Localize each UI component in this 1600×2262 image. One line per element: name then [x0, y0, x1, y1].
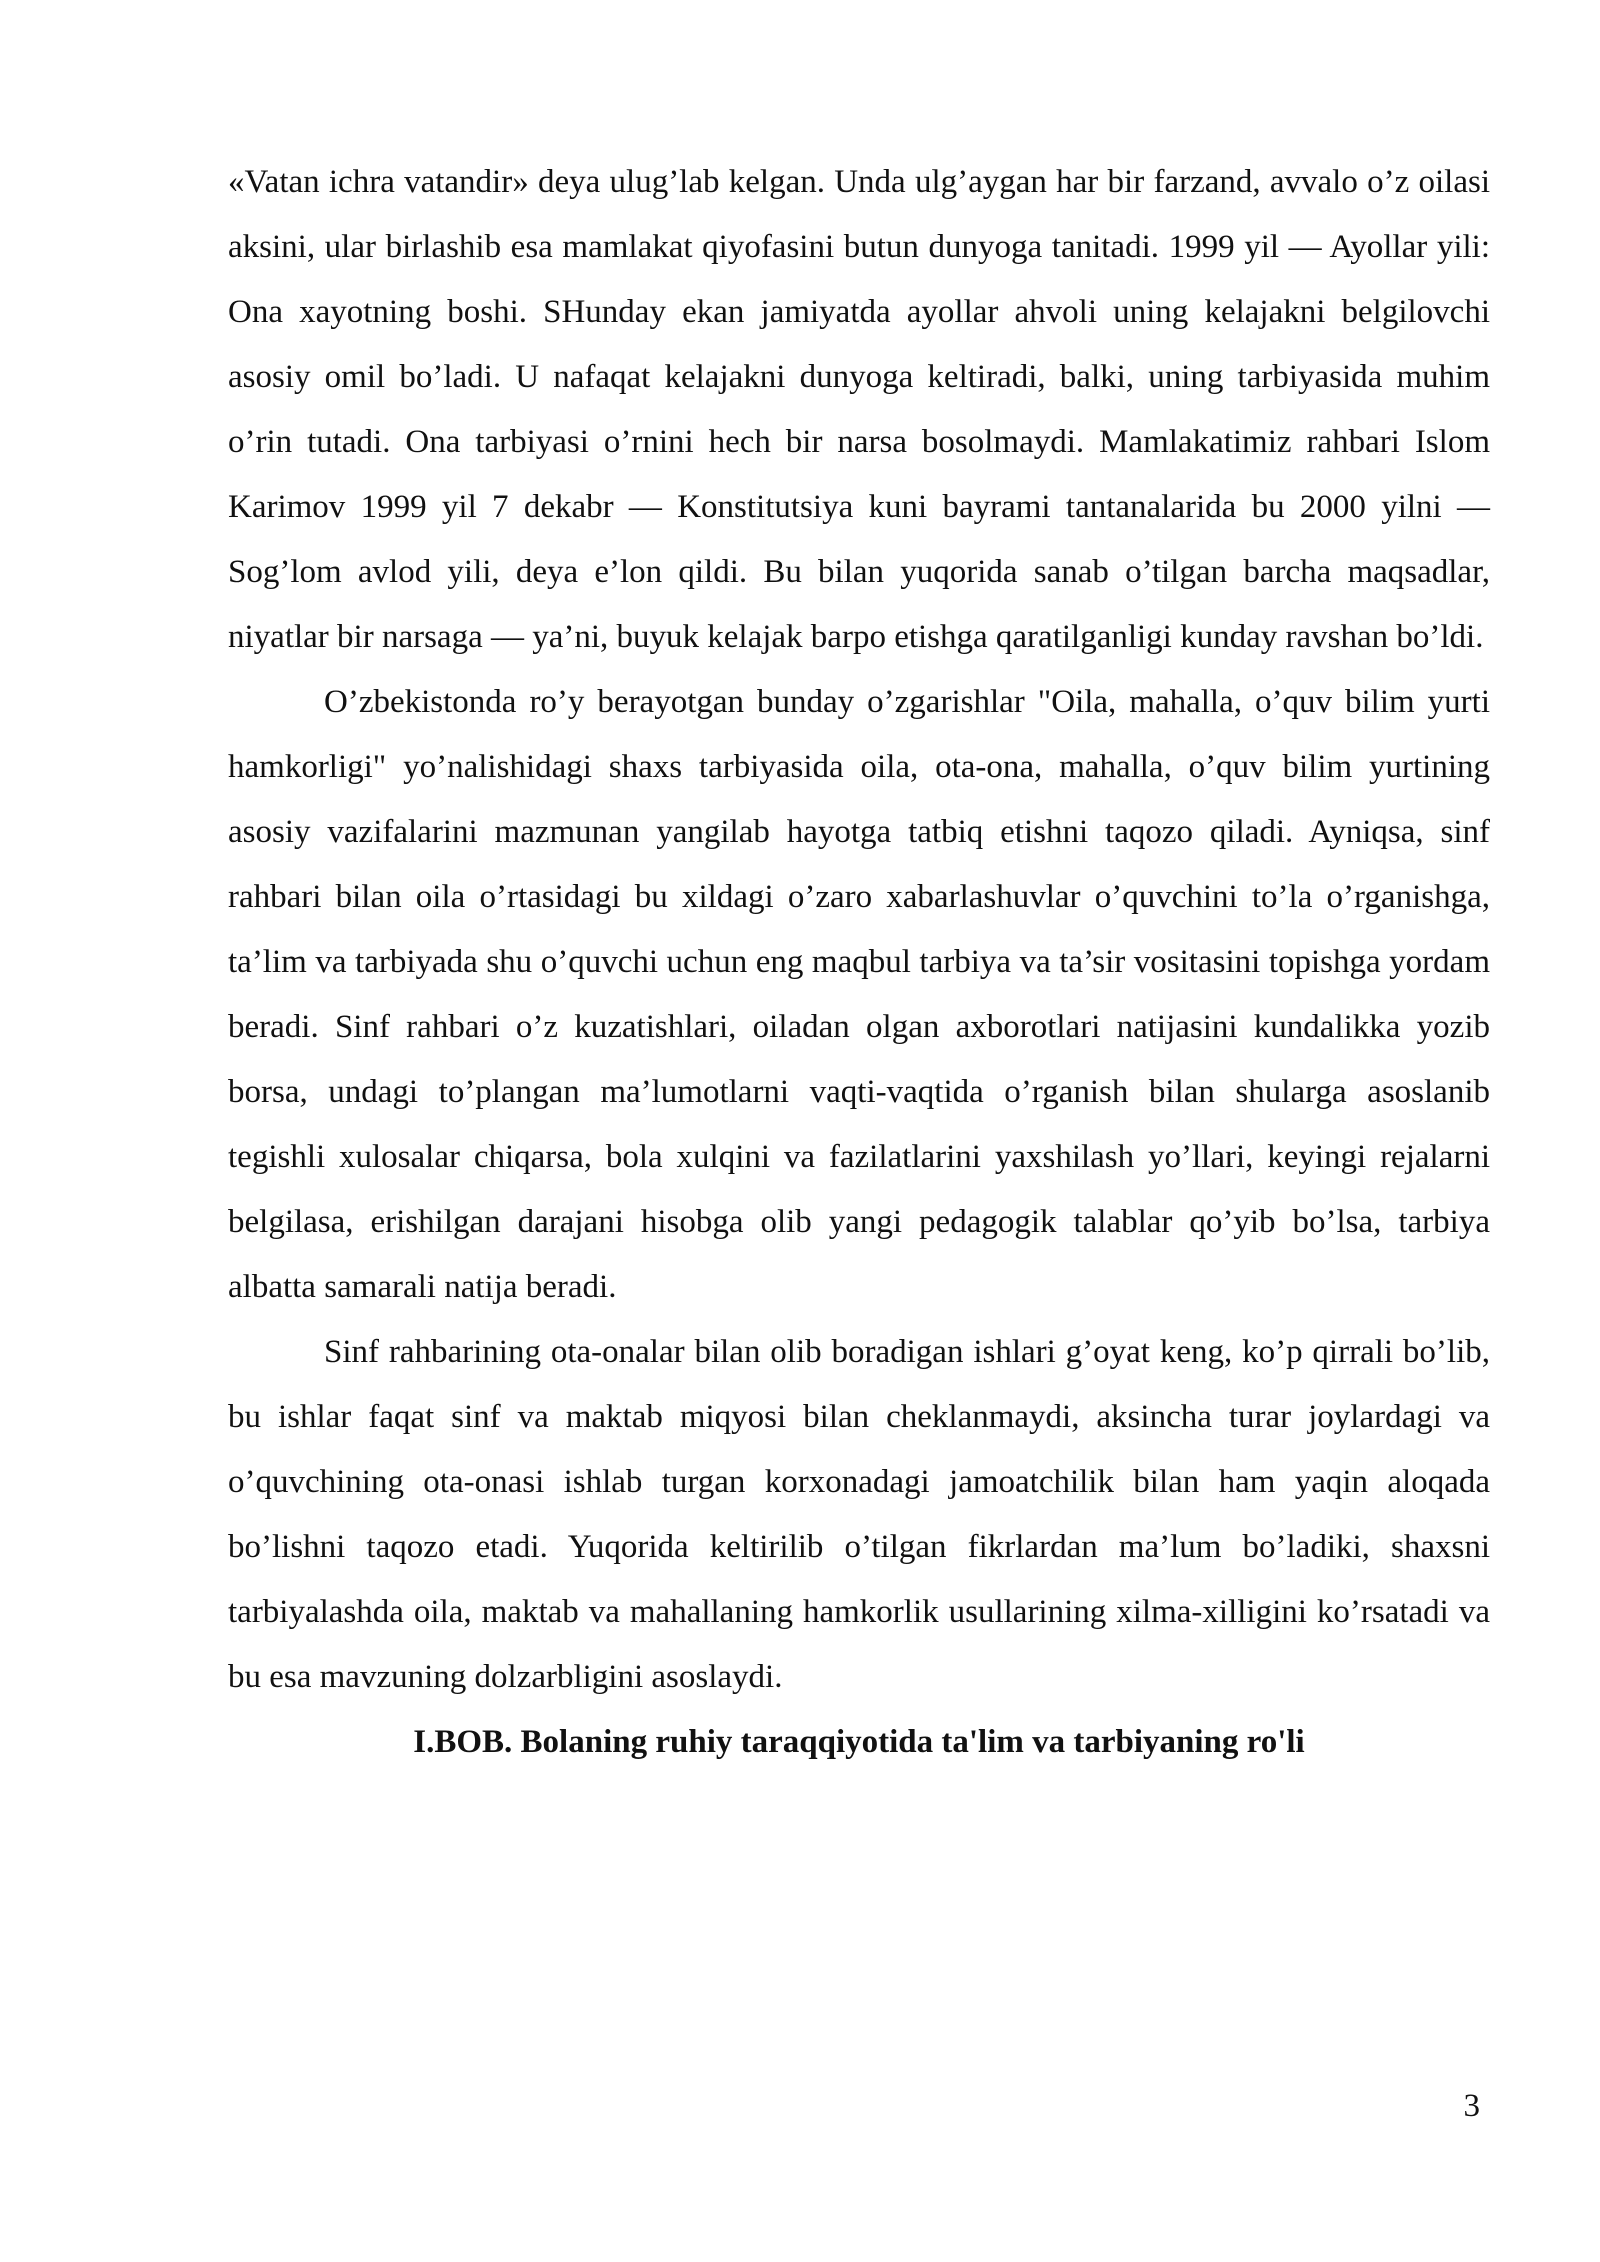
chapter-heading: I.BOB. Bolaning ruhiy taraqqiyotida ta'lim va tarbiyaning ro'li: [413, 1724, 1305, 1760]
paragraph-2: O’zbekistonda ro’y berayotgan bunday o’zgarishlar "Oila, mahalla, o’quv bilim yurti hamkorligi" yo’nalishidagi shaxs tarbiyasida oila, ota-ona, mahalla, o’quv bilim yurtining asosiy vazifalarini mazmunan yangilab hayotga tatbiq etishni taqozo qiladi. Ayniqsa, sinf rahbari bilan oila o’rtasidagi bu xildagi o’zaro xabarlashuvlar o’quvchini to’la o’rganishga, ta’lim va tarbiyada shu o’quvchi uchun eng maqbul tarbiya va ta’sir vositasini topishga yordam beradi. Sinf rahbari o’z kuzatishlari, oiladan olgan axborotlari natijasini kundalikka yozib borsa, undagi to’plangan ma’lumotlarni vaqti-vaqtida o’rganish bilan shularga asoslanib tegishli xulosalar chiqarsa, bola xulqini va fazilatlarini yaxshilash yo’llari, keyingi rejalarni belgilasa, erishilgan darajani hisobga olib yangi pedagogik talablar qo’yib bo’lsa, tarbiya albatta samarali natija beradi.: [228, 684, 1490, 1305]
paragraph-1: «Vatan ichra vatandir» deya ulug’lab kelgan. Unda ulg’aygan har bir farzand, avvalo o’z oilasi aksini, ular birlashib esa mamlakat qiyofasini butun dunyoga tanitadi. 1999 yil — Ayollar yili: Ona xayotning boshi. SHunday ekan jamiyatda ayollar ahvoli uning kelajakni belgilovchi asosiy omil bo’ladi. U nafaqat kelajakni dunyoga keltiradi, balki, uning tarbiyasida muhim o’rin tutadi. Ona tarbiyasi o’rnini hech bir narsa bosolmaydi. Mamlakatimiz rahbari Islom Karimov 1999 yil 7 dekabr — Konstitutsiya kuni bayrami tantanalarida bu 2000 yilni — Sog’lom avlod yili, deya e’lon qildi. Bu bilan yuqorida sanab o’tilgan barcha maqsadlar, niyatlar bir narsaga — ya’ni, buyuk kelajak barpo etishga qaratilganligi kunday ravshan bo’ldi.: [228, 164, 1490, 655]
page-number: 3: [1463, 2088, 1480, 2124]
document-page: [228, 150, 1490, 1775]
paragraph-3: Sinf rahbarining ota-onalar bilan olib boradigan ishlari g’oyat keng, ko’p qirrali bo’lib, bu ishlar faqat sinf va maktab miqyosi bilan cheklanmaydi, aksincha turar joylardagi va o’quvchining ota-onasi ishlab turgan korxonadagi jamoatchilik bilan ham yaqin aloqada bo’lishni taqozo etadi. Yuqorida keltirilib o’tilgan fikrlardan ma’lum bo’ladiki, shaxsni tarbiyalashda oila, maktab va mahallaning hamkorlik usullarining xilma-xilligini ko’rsatadi va bu esa mavzuning dolzarbligini asoslaydi.: [228, 1334, 1490, 1695]
